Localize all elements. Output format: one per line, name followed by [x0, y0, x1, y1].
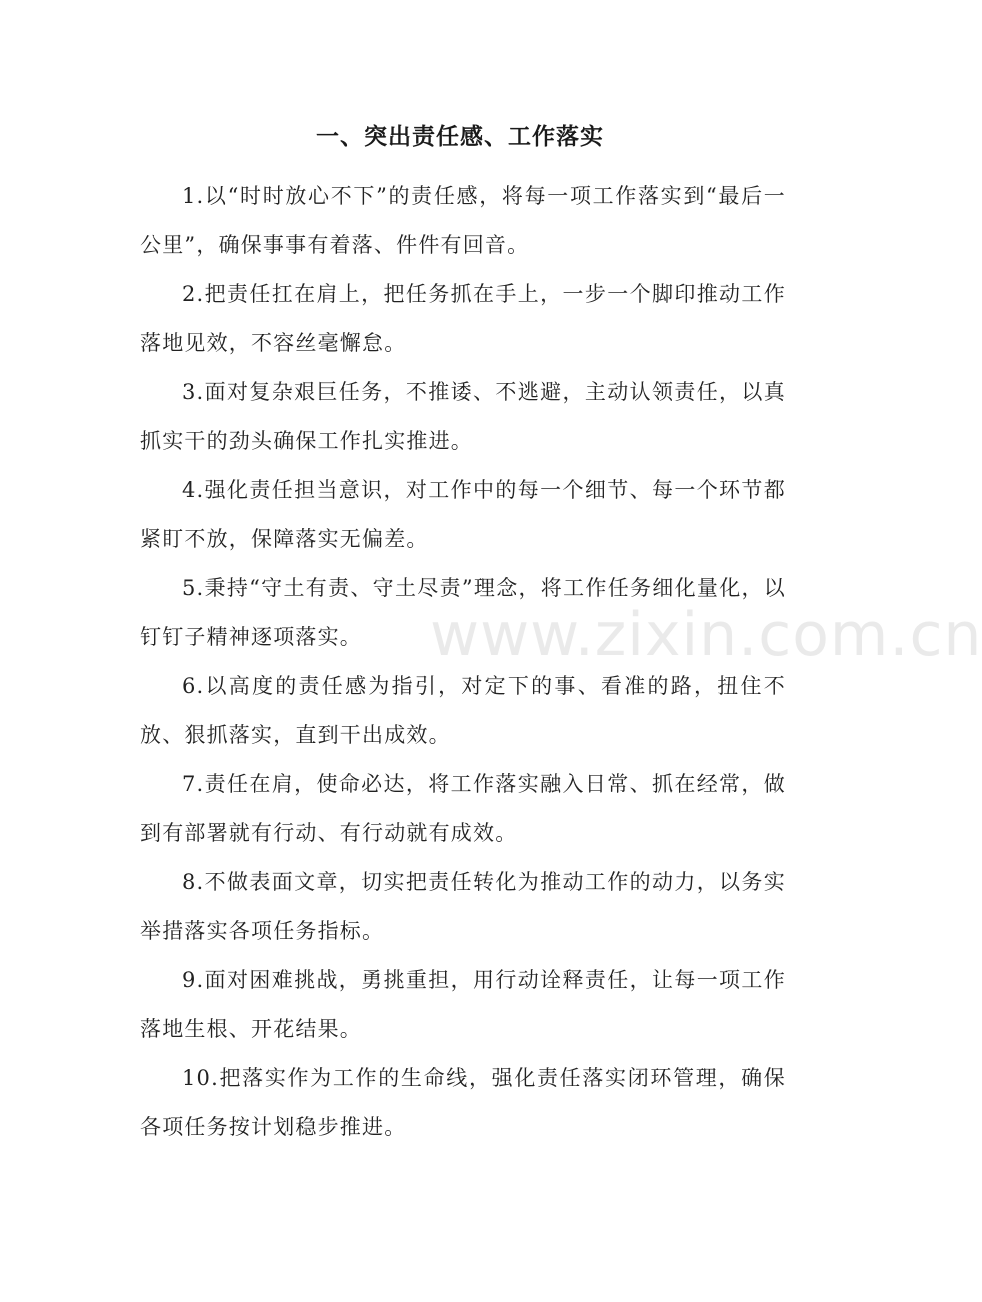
list-item: 8.不做表面文章，切实把责任转化为推动工作的动力，以务实举措落实各项任务指标。 — [140, 870, 786, 943]
list-item: 9.面对困难挑战，勇挑重担，用行动诠释责任，让每一项工作落地生根、开花结果。 — [140, 968, 786, 1041]
list-item: 5.秉持“守土有责、守土尽责”理念，将工作任务细化量化，以钉钉子精神逐项落实。 — [140, 576, 786, 649]
item-list — [140, 172, 786, 1152]
list-item: 2.把责任扛在肩上，把任务抓在手上，一步一个脚印推动工作落地见效，不容丝毫懈怠。 — [140, 282, 786, 355]
document-title: 一、突出责任感、工作落实 — [316, 124, 604, 150]
list-item: 10.把落实作为工作的生命线，强化责任落实闭环管理，确保各项任务按计划稳步推进。 — [140, 1066, 786, 1139]
list-item: 4.强化责任担当意识，对工作中的每一个细节、每一个环节都紧盯不放，保障落实无偏差。 — [140, 478, 786, 551]
list-item: 1.以“时时放心不下”的责任感，将每一项工作落实到“最后一公里”，确保事事有着落、件件有回音。 — [140, 184, 786, 257]
watermark: www.zixin.com.cn — [430, 600, 982, 670]
list-item: 3.面对复杂艰巨任务，不推诿、不逃避，主动认领责任，以真抓实干的劲头确保工作扎实推进。 — [140, 380, 786, 453]
list-item: 7.责任在肩，使命必达，将工作落实融入日常、抓在经常，做到有部署就有行动、有行动就有成效。 — [140, 772, 786, 845]
list-item: 6.以高度的责任感为指引，对定下的事、看准的路，扭住不放、狠抓落实，直到干出成效。 — [140, 674, 786, 747]
